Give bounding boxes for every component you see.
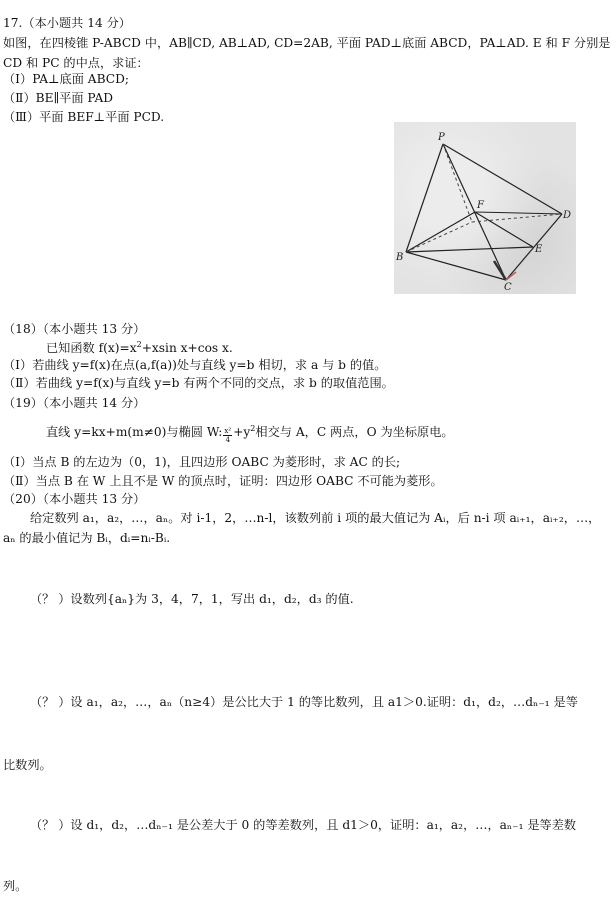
q19-stem-mid: +y: [233, 425, 251, 439]
q19-header: （19）（本小题共 14 分）: [3, 396, 146, 410]
q20-part3-line2: 列。: [3, 879, 28, 893]
q20-part1: （？ ）设数列{aₙ}为 3，4，7，1，写出 d₁，d₂，d₃ 的值.: [30, 592, 354, 606]
q17-header: 17.（本小题共 14 分）: [3, 16, 131, 30]
q19-stem-prefix: 直线 y=kx+m(m≠0)与椭圆 W:: [46, 425, 223, 439]
vertex-label-e: E: [535, 244, 543, 255]
q19-stem-suffix: 相交与 A，C 两点，O 为坐标原电。: [255, 425, 454, 439]
q20-line2: aₙ 的最小值记为 Bᵢ，dᵢ=nᵢ-Bᵢ.: [3, 531, 171, 545]
q20-part2-line2: 比数列。: [3, 758, 52, 772]
q19-frac-den: 4: [225, 436, 231, 444]
q20-header: （20）（本小题共 13 分）: [3, 492, 146, 506]
vertex-label-p: P: [438, 132, 445, 143]
q18-given-suffix: +xsin x+cos x.: [141, 341, 233, 355]
q18-given-exp: 2: [136, 340, 142, 349]
q17-stem-line2: CD 和 PC 的中点，求证：: [3, 56, 149, 70]
q17-stem-line1: 如图，在四棱锥 P-ABCD 中，AB∥CD, AB⊥AD, CD=2AB, 平面 PAD⊥底面 ABCD，PA⊥AD. E 和 F 分别是: [3, 36, 611, 50]
q19-part2: （Ⅱ）当点 B 在 W 上且不是 W 的顶点时，证明：四边形 OABC 不可能为菱形。: [3, 474, 443, 488]
q18-given: [46, 340, 233, 356]
vertex-label-c: C: [504, 282, 512, 293]
q20-part3-line1: （？ ）设 d₁，d₂，…dₙ₋₁ 是公差大于 0 的等差数列，且 d1＞0，证明：a₁，a₂，…，aₙ₋₁ 是等差数: [30, 818, 577, 832]
q17-part2: （Ⅱ）BE∥平面 PAD: [3, 91, 114, 105]
pyramid-figure: [394, 122, 576, 294]
q17-part1: （Ⅰ）PA⊥底面 ABCD;: [3, 72, 129, 86]
q19-frac-num: x²: [224, 427, 232, 435]
q19-part1: （Ⅰ）当点 B 的左边为（0，1)，且四边形 OABC 为菱形时，求 AC 的长;: [3, 455, 401, 469]
vertex-label-f: F: [477, 200, 484, 211]
pyramid-diagram: [394, 122, 576, 294]
q19-fraction: [223, 427, 232, 444]
q18-header: （18）（本小题共 13 分）: [3, 322, 146, 336]
q17-part3: （Ⅲ）平面 BEF⊥平面 PCD.: [3, 110, 165, 124]
q18-part2: （Ⅱ）若曲线 y=f(x)与直线 y=b 有两个不同的交点，求 b 的取值范围。: [3, 376, 394, 390]
q18-given-prefix: 已知函数 f(x)=x: [46, 341, 137, 355]
vertex-label-d: D: [563, 210, 572, 221]
q20-line1: 给定数列 a₁，a₂，…，aₙ。对 i-1，2，…n-l，该数列前 i 项的最大值记为 Aᵢ，后 n-i 项 aᵢ₊₁，aᵢ₊₂，…，: [30, 511, 601, 525]
q18-part1: （Ⅰ）若曲线 y=f(x)在点(a,f(a))处与直线 y=b 相切，求 a 与 b 的值。: [3, 358, 387, 372]
vertex-label-b: B: [396, 252, 404, 263]
q19-stem: [46, 424, 454, 444]
q19-stem-exp: 2: [250, 424, 256, 433]
q20-part2-line1: （？ ）设 a₁，a₂，…，aₙ（n≥4）是公比大于 1 的等比数列，且 a1＞0.证明：d₁，d₂，…dₙ₋₁ 是等: [30, 695, 578, 709]
